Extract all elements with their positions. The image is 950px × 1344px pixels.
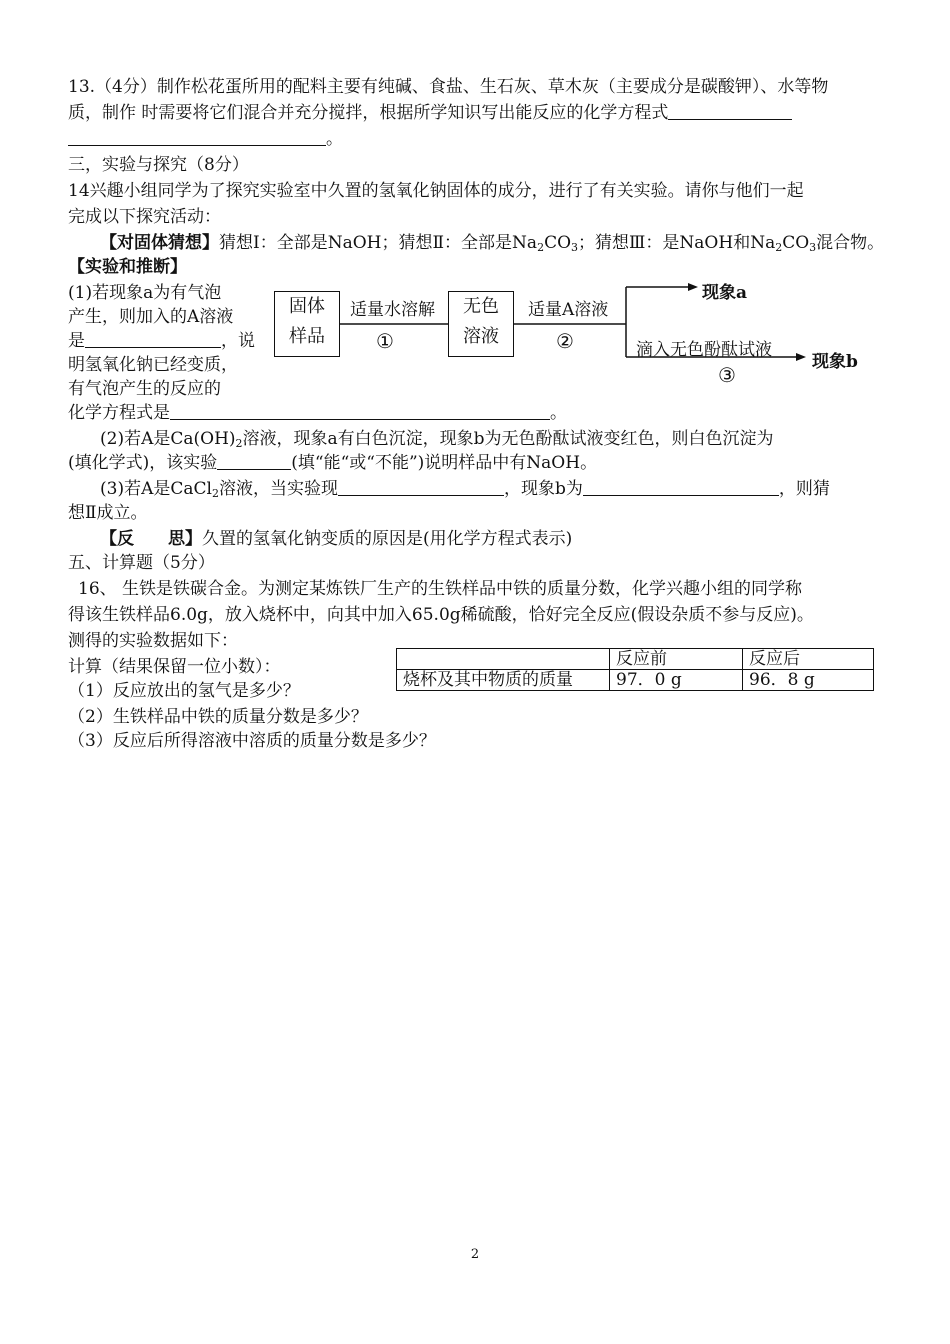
section-3-title: 三，实验与探究（8分） bbox=[68, 155, 249, 175]
box-solid-sample: 固体 样品 bbox=[274, 291, 340, 357]
box-colorless-solution: 无色 溶液 bbox=[448, 291, 514, 357]
q13-line3: 。 bbox=[68, 128, 343, 150]
answer-blank bbox=[668, 102, 792, 120]
branch-bottom-label: 滴入无色酚酞试液 bbox=[636, 340, 772, 360]
experiment-heading: 【实验和推断】 bbox=[68, 257, 187, 277]
q13-line1: 13.（4分）制作松花蛋所用的配料主要有纯碱、食盐、生石灰、草木灰（主要成分是碳酸钾）、水等物 bbox=[68, 77, 829, 97]
q14-part1-line3: 是 ，说 bbox=[68, 331, 255, 351]
diagram-arrows bbox=[270, 281, 870, 396]
table-header-cell: 反应后 bbox=[743, 649, 874, 670]
q14-part1-line5: 有气泡产生的反应的 bbox=[68, 379, 221, 399]
calc-question-3: （3）反应后所得溶液中溶质的质量分数是多少？ bbox=[68, 731, 436, 751]
arrow2-label: 适量A溶液 bbox=[528, 300, 609, 320]
q14-part3-line2: 想Ⅱ成立。 bbox=[68, 503, 148, 523]
section-5-title: 五、计算题（5分） bbox=[68, 553, 215, 573]
q14-part1-line4: 明氢氧化钠已经变质， bbox=[68, 355, 238, 375]
step-2-marker: ② bbox=[556, 329, 574, 353]
q14-part1-line1: (1)若现象a为有气泡 bbox=[68, 283, 222, 303]
calc-question-2: （2）生铁样品中铁的质量分数是多少？ bbox=[68, 707, 368, 727]
answer-blank bbox=[170, 402, 550, 420]
q16-line2: 得该生铁样品6.0g，放入烧杯中，向其中加入65.0g稀硫酸，恰好完全反应(假设杂质不参与反应)。 bbox=[68, 605, 814, 625]
q16-line1: 16、 生铁是铁碳合金。为测定某炼铁厂生产的生铁样品中铁的质量分数，化学兴趣小组的同学称 bbox=[78, 579, 803, 599]
q14-line2: 完成以下探究活动： bbox=[68, 207, 221, 227]
q14-line1: 14兴趣小组同学为了探究实验室中久置的氢氧化钠固体的成分，进行了有关实验。请你与他们一起 bbox=[68, 181, 804, 201]
calc-question-1: （1）反应放出的氢气是多少？ bbox=[68, 681, 300, 701]
step-3-marker: ③ bbox=[718, 363, 736, 387]
table-row bbox=[397, 670, 874, 691]
answer-blank bbox=[583, 478, 779, 496]
branch-bottom-arrowhead bbox=[796, 353, 806, 361]
answer-blank bbox=[217, 452, 291, 470]
phenomenon-b: 现象b bbox=[812, 352, 858, 372]
table-cell-before: 97．0 g bbox=[610, 670, 743, 691]
reflection: 【反 思】久置的氢氧化钠变质的原因是(用化学方程式表示) bbox=[100, 529, 573, 549]
q14-part2-line2: (填化学式)，该实验 (填“能“或“不能”)说明样品中有NaOH。 bbox=[68, 453, 598, 473]
table-cell-after: 96．8 g bbox=[743, 670, 874, 691]
q14-part1-line6: 化学方程式是 。 bbox=[68, 403, 567, 423]
q16-line3: 测得的实验数据如下： bbox=[68, 631, 238, 651]
q14-part3-line1: (3)若A是CaCl$_2$溶液，当实验现 ，现象b为 ，则猜 bbox=[100, 479, 830, 500]
step-1-marker: ① bbox=[376, 329, 394, 353]
experiment-data-table bbox=[396, 648, 874, 691]
table-header-cell: 反应前 bbox=[610, 649, 743, 670]
calc-heading: 计算（结果保留一位小数）： bbox=[68, 657, 281, 677]
phenomenon-a: 现象a bbox=[702, 283, 748, 303]
branch-top-arrowhead bbox=[688, 283, 698, 291]
q14-part2-line1: (2)若A是$Ca(OH)_2$溶液，现象a有白色沉淀，现象b为无色酚酞试液变红色，则白色沉淀为 bbox=[100, 429, 774, 450]
page-number: 2 bbox=[470, 1247, 480, 1262]
answer-blank bbox=[338, 478, 504, 496]
q14-guesses: 【对固体猜想】猜想Ⅰ：全部是NaOH；猜想Ⅱ：全部是$Na_2CO_3$；猜想Ⅲ：是NaOH和$Na_2CO_3$混合物。 bbox=[100, 233, 885, 254]
table-header-row bbox=[397, 649, 874, 670]
answer-blank bbox=[85, 330, 221, 348]
answer-blank bbox=[68, 128, 326, 146]
q13-line2: 质，制作 时需要将它们混合并充分搅拌，根据所学知识写出能反应的化学方程式 bbox=[68, 102, 792, 124]
arrow1-label: 适量水溶解 bbox=[350, 300, 435, 320]
table-row-label: 烧杯及其中物质的质量 bbox=[397, 670, 610, 691]
q14-part1-line2: 产生，则加入的A溶液 bbox=[68, 307, 234, 327]
experiment-flow-diagram bbox=[270, 281, 870, 396]
table-header-cell bbox=[397, 649, 610, 670]
